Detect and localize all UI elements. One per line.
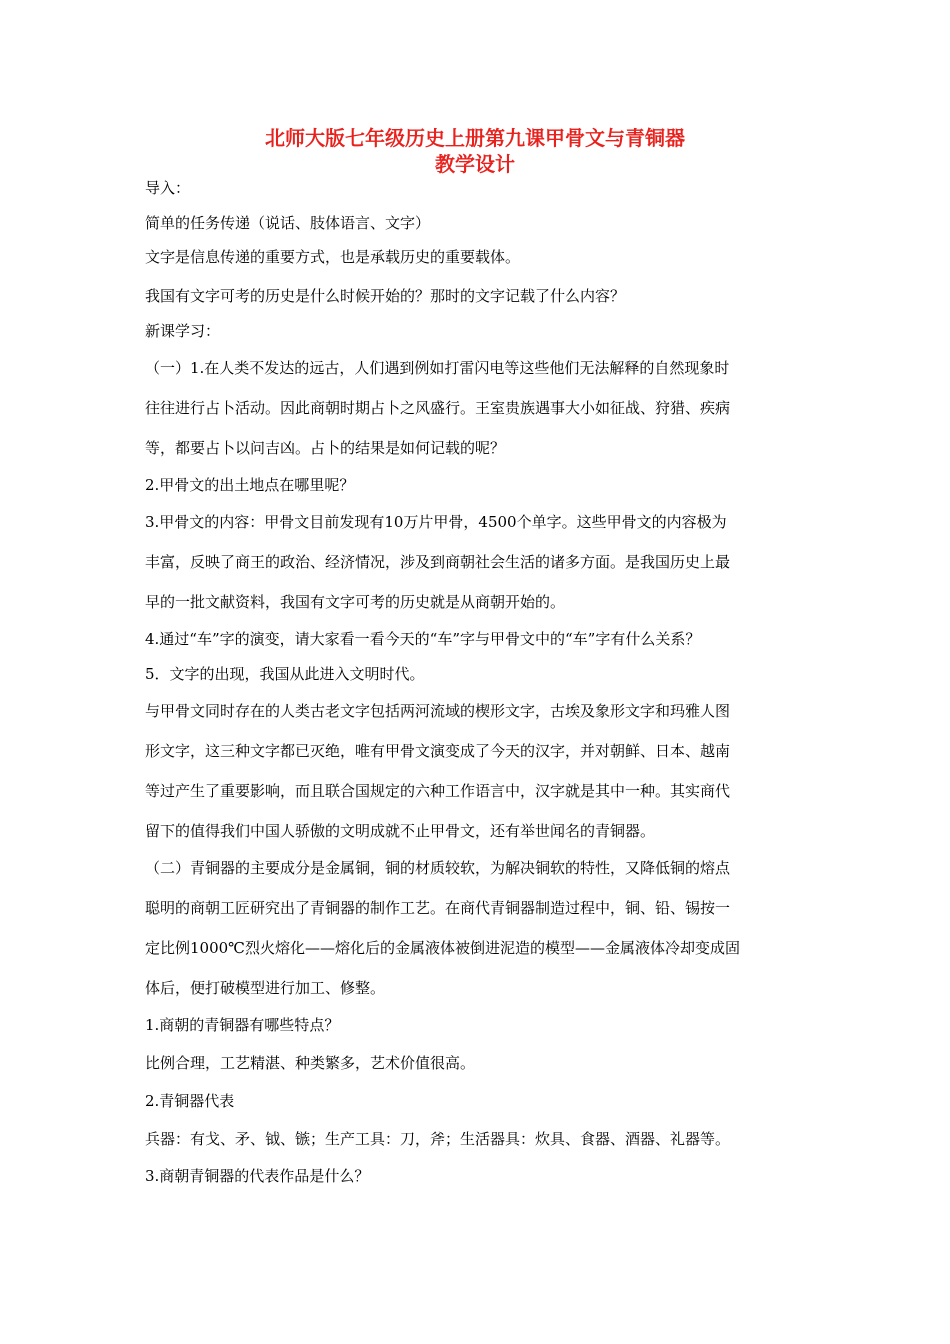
text-line: 聪明的商朝工匠研究出了青铜器的制作工艺。在商代青铜器制造过程中，铜、铅、锡按一 (145, 899, 731, 917)
text-line: 丰富，反映了商王的政治、经济情况，涉及到商朝社会生活的诸多方面。是我国历史上最 (145, 553, 731, 571)
text-line: 定比例1000℃烈火熔化——熔化后的金属液体被倒进泥造的模型——金属液体冷却变成固 (145, 939, 740, 957)
text-line: 等过产生了重要影响，而且联合国规定的六种工作语言中，汉字就是其中一种。其实商代 (145, 782, 731, 800)
text-line: （二）青铜器的主要成分是金属铜，铜的材质较软，为解决铜软的特性，又降低铜的熔点 (145, 859, 731, 877)
document-title: 北师大版七年级历史上册第九课甲骨文与青铜器 (265, 126, 685, 150)
text-line: 比例合理，工艺精湛、种类繁多，艺术价值很高。 (145, 1054, 476, 1072)
text-line: （一）1.在人类不发达的远古，人们遇到例如打雷闪电等这些他们无法解释的自然现象时 (145, 359, 730, 377)
text-line: 我国有文字可考的历史是什么时候开始的？那时的文字记载了什么内容？ (145, 287, 626, 305)
text-line: 2.青铜器代表 (145, 1092, 235, 1110)
text-line: 兵器：有戈、矛、钺、镞；生产工具：刀，斧；生活器具：炊具、食器、酒器、礼器等。 (145, 1130, 731, 1148)
text-line: 2.甲骨文的出土地点在哪里呢？ (145, 476, 355, 494)
text-line: 形文字，这三种文字都已灭绝，唯有甲骨文演变成了今天的汉字，并对朝鲜、日本、越南 (145, 742, 731, 760)
text-line: 导入： (145, 179, 191, 197)
document-subtitle: 教学设计 (435, 152, 515, 176)
text-line: 简单的任务传递（说话、肢体语言、文字） (145, 214, 431, 232)
text-line: 4.通过“车”字的演变，请大家看一看今天的“车”字与甲骨文中的“车”字有什么关系？ (145, 630, 701, 648)
text-line: 5．文字的出现，我国从此进入文明时代。 (145, 665, 425, 683)
text-line: 与甲骨文同时存在的人类古老文字包括两河流域的楔形文字，古埃及象形文字和玛雅人图 (145, 702, 731, 720)
text-line: 3.甲骨文的内容：甲骨文目前发现有10万片甲骨，4500个单字。这些甲骨文的内容极为 (145, 513, 727, 531)
section-heading: 新课学习： (145, 322, 221, 340)
text-line: 往往进行占卜活动。因此商朝时期占卜之风盛行。王室贵族遇事大小如征战、狩猎、疾病 (145, 399, 731, 417)
text-line: 体后，便打破模型进行加工、修整。 (145, 979, 386, 997)
text-line: 3.商朝青铜器的代表作品是什么？ (145, 1167, 370, 1185)
text-line: 文字是信息传递的重要方式，也是承载历史的重要载体。 (145, 248, 521, 266)
text-line: 早的一批文献资料，我国有文字可考的历史就是从商朝开始的。 (145, 593, 566, 611)
text-line: 等，都要占卜以问吉凶。占卜的结果是如何记载的呢？ (145, 439, 506, 457)
text-line: 留下的值得我们中国人骄傲的文明成就不止甲骨文，还有举世闻名的青铜器。 (145, 822, 656, 840)
text-line: 1.商朝的青铜器有哪些特点？ (145, 1016, 340, 1034)
